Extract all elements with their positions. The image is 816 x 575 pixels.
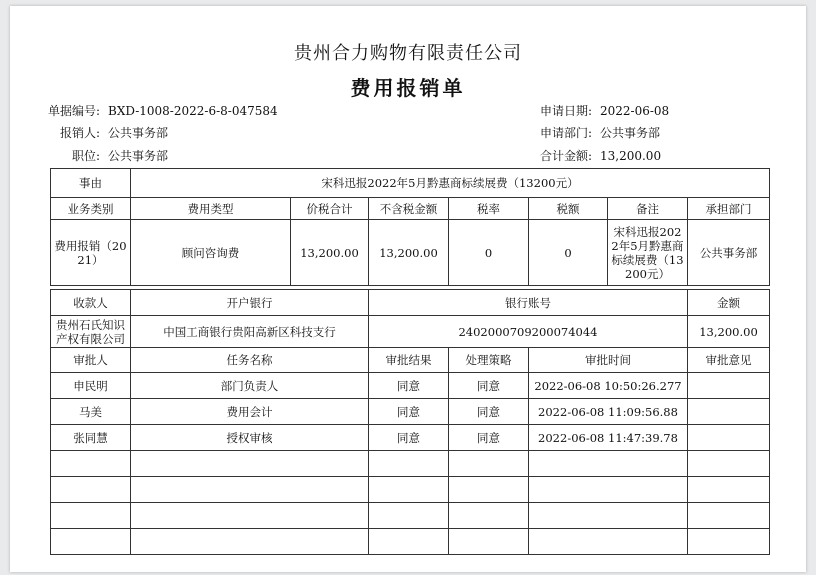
table-row	[51, 425, 770, 451]
expense-tax-rate: 0	[449, 220, 529, 286]
approval-result: 同意	[369, 425, 449, 451]
expense-category: 费用报销（2021）	[51, 220, 131, 286]
approval-time: 2022-06-08 11:09:56.88	[529, 399, 688, 425]
empty-row	[51, 477, 770, 503]
company-name: 贵州合力购物有限责任公司	[294, 43, 522, 64]
approval-time: 2022-06-08 10:50:26.277	[529, 373, 688, 399]
payee-row	[51, 316, 770, 348]
reason-label: 事由	[51, 169, 131, 198]
document-page	[10, 6, 806, 572]
col-header-approver: 审批人	[51, 348, 131, 373]
col-header-category: 业务类别	[51, 198, 131, 220]
col-header-time: 审批时间	[529, 348, 688, 373]
approval-strategy: 同意	[449, 425, 529, 451]
col-header-account: 银行账号	[369, 290, 688, 316]
position-row	[48, 147, 168, 164]
payee-header-row	[51, 290, 770, 316]
approval-opinion	[688, 399, 770, 425]
col-header-strategy: 处理策略	[449, 348, 529, 373]
payee-name: 贵州石氏知识产权有限公司	[51, 316, 131, 348]
approval-strategy: 同意	[449, 373, 529, 399]
payee-bank: 中国工商银行贵阳高新区科技支行	[131, 316, 369, 348]
approval-task: 授权审核	[131, 425, 369, 451]
payee-amount: 13,200.00	[688, 316, 770, 348]
col-header-tax-amount: 税额	[529, 198, 608, 220]
expense-header-row	[51, 198, 770, 220]
col-header-amount-ex-tax: 不含税金额	[369, 198, 449, 220]
approval-opinion	[688, 373, 770, 399]
apply-date-label: 申请日期:	[539, 104, 592, 118]
approval-opinion	[688, 425, 770, 451]
col-header-result: 审批结果	[369, 348, 449, 373]
approval-result: 同意	[369, 373, 449, 399]
col-header-amount: 金额	[688, 290, 770, 316]
payee-approval-table	[50, 289, 770, 555]
col-header-type: 费用类型	[131, 198, 291, 220]
approval-result: 同意	[369, 399, 449, 425]
approver-name: 申民明	[51, 373, 131, 399]
expense-table	[50, 168, 770, 286]
expense-amount-ex-tax: 13,200.00	[369, 220, 449, 286]
expense-row	[51, 220, 770, 286]
col-header-remark: 备注	[608, 198, 688, 220]
expense-dept: 公共事务部	[688, 220, 770, 286]
table-row	[51, 373, 770, 399]
expense-total-with-tax: 13,200.00	[291, 220, 369, 286]
reason-text: 宋科迅报2022年5月黔惠商标续展费（13200元）	[131, 169, 770, 198]
apply-dept-row	[530, 124, 660, 141]
apply-date-value: 2022-06-08	[600, 104, 670, 118]
approver-name: 马美	[51, 399, 131, 425]
doc-no-label: 单据编号:	[48, 104, 101, 118]
approval-time: 2022-06-08 11:47:39.78	[529, 425, 688, 451]
applicant-row	[48, 124, 168, 141]
col-header-opinion: 审批意见	[688, 348, 770, 373]
document-title: 费用报销单	[350, 76, 466, 100]
col-header-payee: 收款人	[51, 290, 131, 316]
approval-strategy: 同意	[449, 399, 529, 425]
doc-no-row	[48, 102, 278, 119]
expense-remark: 宋科迅报2022年5月黔惠商标续展费（13200元）	[608, 220, 688, 286]
position-label: 职位:	[71, 149, 100, 163]
total-row	[530, 147, 661, 164]
total-label: 合计金额:	[539, 149, 592, 163]
col-header-task: 任务名称	[131, 348, 369, 373]
approval-task: 部门负责人	[131, 373, 369, 399]
col-header-dept: 承担部门	[688, 198, 770, 220]
apply-date-row	[530, 102, 669, 119]
col-header-bank: 开户银行	[131, 290, 369, 316]
payee-account: 2402000709200074044	[369, 316, 688, 348]
expense-tax-amount: 0	[529, 220, 608, 286]
applicant-value: 公共事务部	[108, 126, 169, 140]
approval-header-row	[51, 348, 770, 373]
empty-row	[51, 529, 770, 555]
table-row	[51, 399, 770, 425]
col-header-total-with-tax: 价税合计	[291, 198, 369, 220]
approver-name: 张同慧	[51, 425, 131, 451]
empty-row	[51, 451, 770, 477]
total-value: 13,200.00	[600, 149, 662, 163]
col-header-tax-rate: 税率	[449, 198, 529, 220]
position-value: 公共事务部	[108, 149, 169, 163]
apply-dept-label: 申请部门:	[539, 126, 592, 140]
approval-task: 费用会计	[131, 399, 369, 425]
doc-no-value: BXD-1008-2022-6-8-047584	[108, 104, 278, 118]
apply-dept-value: 公共事务部	[600, 126, 661, 140]
applicant-label: 报销人:	[59, 126, 100, 140]
reason-row	[51, 169, 770, 198]
expense-type: 顾问咨询费	[131, 220, 291, 286]
empty-row	[51, 503, 770, 529]
